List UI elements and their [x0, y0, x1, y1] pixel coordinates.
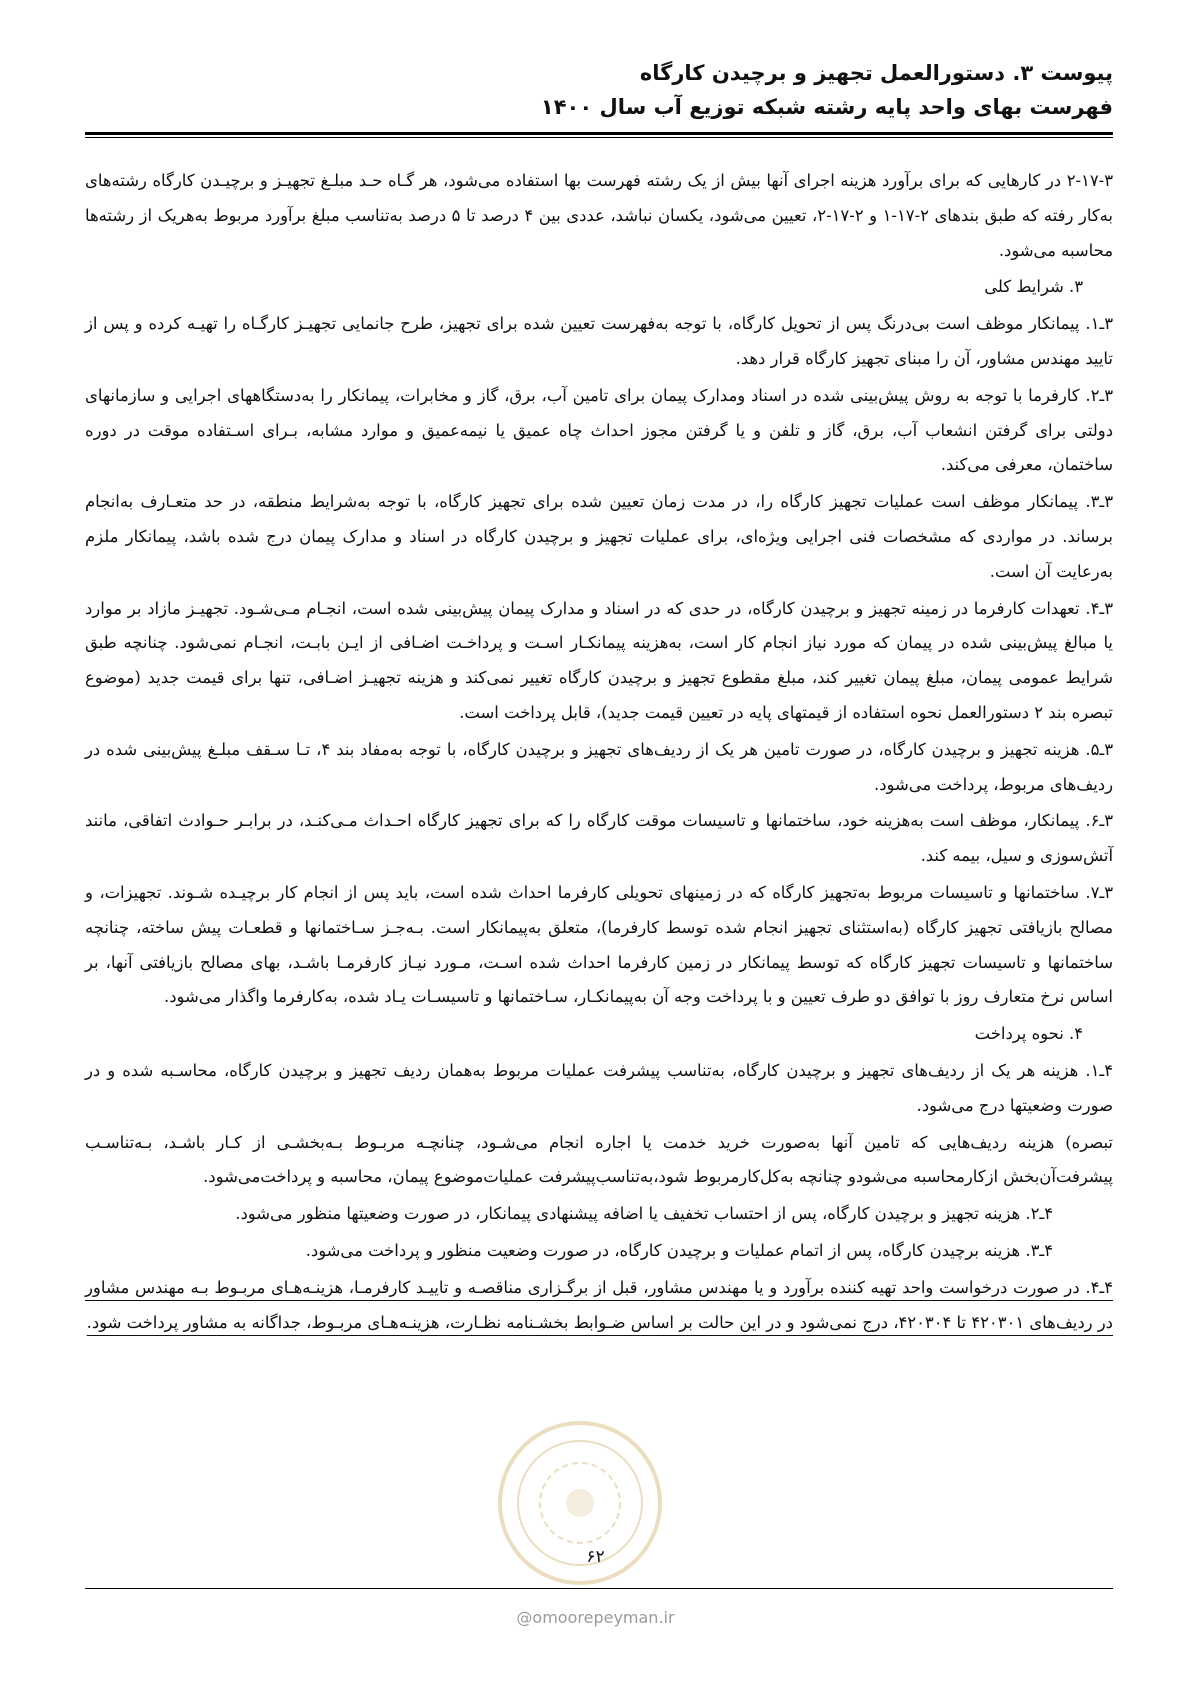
website-watermark: @omoorepeyman.ir [516, 1608, 675, 1627]
section-heading-payment-method: ۴. نحوه پرداخت [974, 1024, 1083, 1044]
paragraph-note: تبصره) هزینه ردیف‌هایی که تامین آنها به‌صورت خرید خدمت یا اجاره انجام می‌شـود، چنانچـه مربـوط بـه‌بخشـی از کـار باشـد، بـه‌تناسـب پیشرفت‌آن‌بخش ازکارمحاسبه می‌شودو چنانچه به‌کل‌کارمربوط شود،به‌تناسب‌پیشرفت عملیات‌موضوع پیمان، محاسبه و پرداخت‌می‌شود. [85, 1132, 1113, 1187]
paragraph-4-3: ۴ـ۳. هزینه برچیدن کارگاه، پس از اتمام عملیات و برچیدن کارگاه، در صورت وضعیت منظور و پرداخت می‌شود. [305, 1240, 1053, 1260]
header-subtitle: فهرست بهای واحد پایه رشته شبکه توزیع آب سال ۱۴۰۰ [540, 95, 1113, 119]
paragraph-3-4: ۳ـ۴. تعهدات کارفرما در زمینه تجهیز و برچیدن کارگاه، در حدی که در اسناد و مدارک پیمان پیش‌بینی شده است، انجـام مـی‌شـود. تجهیـز مازاد بر موارد یا مبالغ پیش‌بینی شده در پیمان که مورد نیاز انجام کار است، به‌هزینه پیمانکـار اسـت و پرداخـت اضـافی از ایـن بابـت، انجـام نمی‌شود. چنانچه طبق شرایط عمومی پیمان، مبلغ پیمان تغییر کند، مبلغ مقطوع تجهیز و برچیدن کارگاه تغییر نمی‌کند و هزینه تجهیـز اضـافی، تنها برای قیمت جدید (موضوع تبصره بند ۲ دستورالعمل نحوه استفاده از قیمتهای پایه در تعیین قیمت جدید)، قابل پرداخت است. [85, 598, 1113, 722]
paragraph-3-6: ۳ـ۶. پیمانکار، موظف است به‌هزینه خود، ساختمانها و تاسیسات موقت کارگاه را که برای تجهیز کارگاه احـداث مـی‌کنـد، در برابـر حـوادث اتفاقی، مانند آتش‌سوزی و سیل، بیمه کند. [85, 811, 1113, 866]
paragraph-3-5: ۳ـ۵. هزینه تجهیز و برچیدن کارگاه، در صورت تامین هر یک از ردیف‌های تجهیز و برچیدن کارگاه، با توجه به‌مفاد بند ۴، تـا سـقف مبلـغ پیش‌بینی شده در ردیف‌های مربوط، پرداخت می‌شود. [85, 739, 1113, 794]
paragraph-4-4: ۴ـ۴. در صورت درخواست واحد تهیه کننده برآورد و یا مهندس مشاور، قبل از برگـزاری مناقصـه و تاییـد کارفرمـا، هزینـه‌هـای مربـوط بـه مهندس مشاور در ردیف‌های ۴۲۰۳۰۱ تا ۴۲۰۳۰۴، درج نمی‌شود و در این حالت بر اساس ضـوابط بخشـنامه نظـارت، هزینـه‌هـای مربـوط، جداگانه به مشاور پرداخت شود. [85, 1277, 1113, 1332]
paragraph-2-17-3: ۲-۱۷-۳ در کارهایی که برای برآورد هزینه اجرای آنها بیش از یک رشته فهرست بها استفاده می‌شود، هر گـاه حـد مبلـغ تجهیـز و برچیـدن کارگاه رشته‌های به‌کار رفته که طبق بندهای ۲-۱۷-۱ و ۲-۱۷-۲، تعیین می‌شود، یکسان نباشد، عددی بین ۴ درصد تا ۵ درصد به‌تناسب مبلغ برآورد مربوط به‌هریک از رشته‌ها محاسبه می‌شود. [85, 171, 1113, 260]
paragraph-3-2: ۳ـ۲. کارفرما با توجه به روش پیش‌بینی شده در اسناد ومدارک پیمان برای تامین آب، برق، گاز و مخابرات، پیمانکار را به‌دستگاههای اجرایی و سازمانهای دولتی برای گرفتن انشعاب آب، برق، گاز و تلفن و یا گرفتن مجوز احداث چاه عمیق یا نیمه‌عمیق و موارد مشابه، بـرای اسـتفاده موقت در دوره ساختمان، معرفی می‌کند. [85, 385, 1113, 475]
document-body [85, 164, 1113, 1342]
page-number: ۶۲ [586, 1547, 605, 1567]
paragraph-4-2: ۴ـ۲. هزینه تجهیز و برچیدن کارگاه، پس از احتساب تخفیف یا اضافه پیشنهادی پیمانکار، در صورت وضعیتها منظور می‌شود. [235, 1204, 1053, 1224]
paragraph-3-1: ۳ـ۱. پیمانکار موظف است بی‌درنگ پس از تحویل کارگاه، با توجه به‌فهرست تعیین شده برای تجهیز، طرح جانمایی تجهیـز کارگـاه را تهیـه کرده و پس از تایید مهندس مشاور، آن را مبنای تجهیز کارگاه قرار دهد. [85, 314, 1113, 368]
header-title: پیوست ۳. دستورالعمل تجهیز و برچیدن کارگاه [639, 61, 1113, 85]
footer-divider [85, 1588, 1113, 1589]
page-header [541, 56, 1113, 124]
header-divider [85, 132, 1113, 135]
paragraph-4-1: ۴ـ۱. هزینه هر یک از ردیف‌های تجهیز و برچیدن کارگاه، به‌تناسب پیشرفت عملیات مربوط به‌همان ردیف تجهیز و برچیدن کارگاه، محاسـبه شده و در صورت وضعیتها درج می‌شود. [85, 1060, 1113, 1115]
paragraph-3-3: ۳ـ۳. پیمانکار موظف است عملیات تجهیز کارگاه را، در مدت زمان تعیین شده برای تجهیز کارگاه، با توجه به‌شرایط منطقه، در حد متعـارف به‌انجام برساند. در مواردی که مشخصات فنی اجرایی ویژه‌ای، برای عملیات تجهیز و برچیدن کارگاه در اسناد و مدارک پیمان درج شده باشد، پیمانکار ملزم به‌رعایت آن است. [85, 492, 1113, 581]
section-heading-general-conditions: ۳. شرایط کلی [984, 277, 1083, 297]
header-divider-thin [85, 137, 1113, 138]
paragraph-3-7: ۳ـ۷. ساختمانها و تاسیسات مربوط به‌تجهیز کارگاه که در زمینهای تحویلی کارفرما احداث شده است، باید پس از انجام کار برچیـده شـوند. تجهیزات، و مصالح بازیافتی تجهیز کارگاه (به‌استثنای تجهیز انجام شده توسط کارفرما)، متعلق به‌پیمانکار است. بـه‌جـز سـاختمانها و قطعـات پیش ساخته، چنانچه ساختمانها و تاسیسات تجهیز کارگاه که توسط پیمانکار در زمین کارفرما احداث شده اسـت، مـورد نیـاز کارفرمـا باشـد، بهای مصالح بازیافتی آنها، بر اساس نرخ متعارف روز با توافق دو طرف تعیین و با پرداخت وجه آن به‌پیمانکـار، سـاختمانها و تاسیسـات یـاد شده، به‌کارفرما واگذار می‌شود. [85, 882, 1113, 1007]
